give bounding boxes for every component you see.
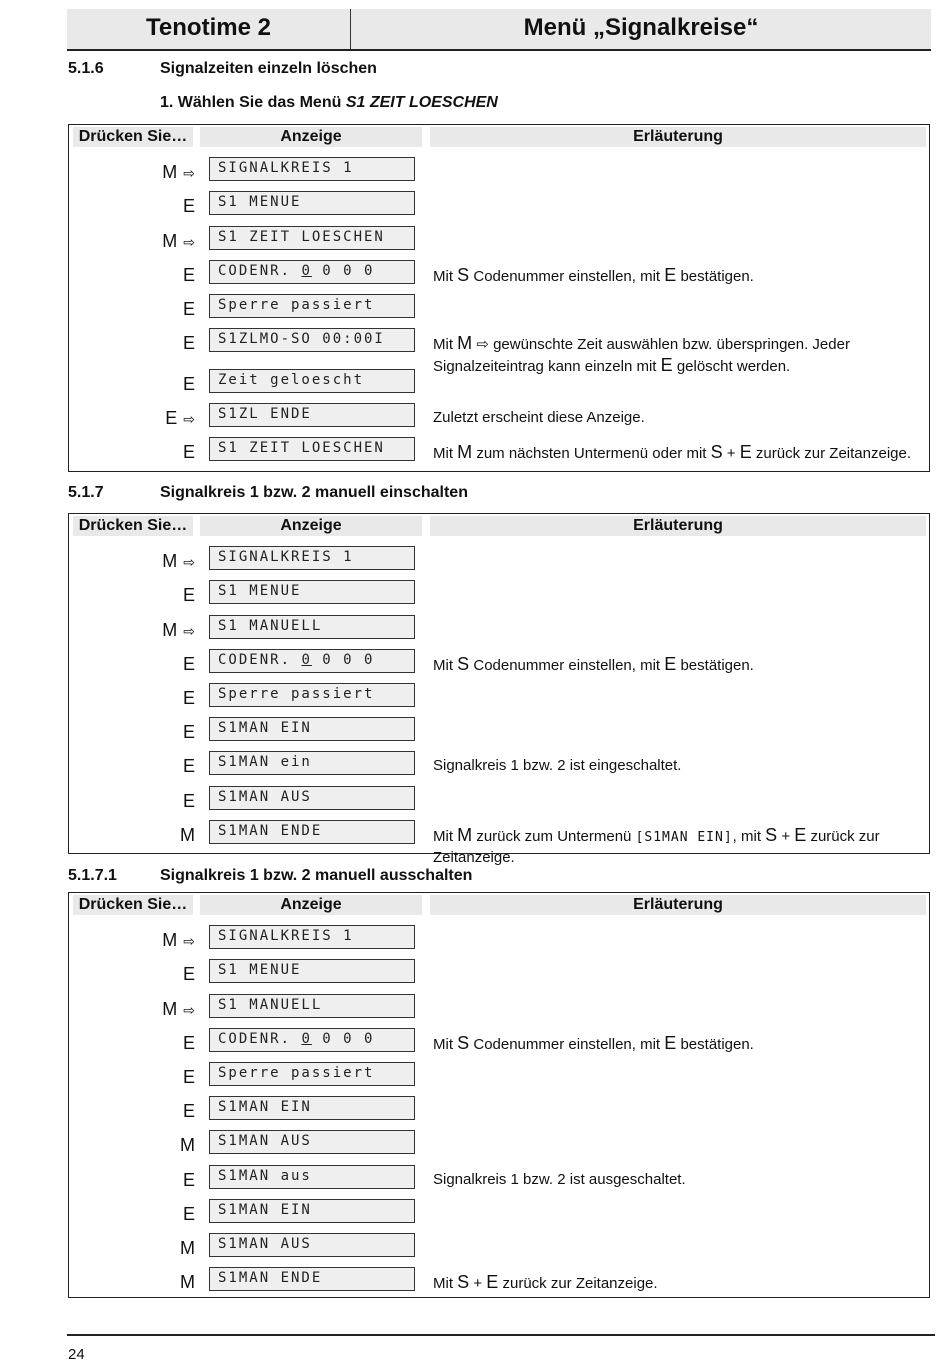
column-header: Erläuterung [430,516,926,536]
table-row [69,1093,929,1127]
key-cell [69,1031,195,1055]
table-row [69,154,929,188]
column-header: Erläuterung [430,895,926,915]
key-cell [69,962,195,986]
table-row [69,366,929,400]
explanation-text: S [710,442,723,462]
explanation-text: zurück zum Untermenü [472,828,636,845]
key-cell [69,1236,195,1260]
lcd-display: Sperre passiert [209,294,415,318]
explanation [433,1272,923,1294]
key-cell [69,720,195,744]
lcd-text: 0 0 0 [311,1031,375,1047]
explanation-text: E [486,1272,499,1292]
column-header: Anzeige [200,516,422,536]
table-row [69,1230,929,1264]
arrow-right-icon: ⇨ [183,411,195,427]
step-text: 1. Wählen Sie das Menü [160,94,342,111]
table-row [69,817,929,866]
table-row [69,991,929,1025]
table-row [69,257,929,291]
explanation-text: Signalkreis 1 bzw. 2 ist eingeschaltet. [433,757,682,774]
key-label: E [182,791,195,811]
lcd-display: S1ZLMO-SO 00:00I [209,328,415,352]
explanation-text: E [739,442,752,462]
table-row [69,188,929,222]
key-label: M [180,825,195,845]
explanation-text: M [457,442,473,462]
explanation-text: Signalkreis 1 bzw. 2 ist ausgeschaltet. [433,1171,686,1188]
explanation-text: Mit [433,657,458,674]
key-label: E [182,964,195,984]
table-row [69,543,929,577]
key-label: E [182,722,195,742]
key-label: M [162,620,178,640]
explanation-text: + [777,828,795,845]
explanation [433,265,923,287]
explanation-text: bestätigen. [676,1036,754,1053]
lcd-display: S1MAN aus [209,1165,415,1189]
lcd-display: S1 ZEIT LOESCHEN [209,226,415,250]
table-row [69,1025,929,1059]
explanation-text: S [457,654,470,674]
table-row [69,680,929,714]
lcd-display: S1MAN EIN [209,1096,415,1120]
explanation-text: Codenummer einstellen, mit [469,1036,665,1053]
explanation-text: Mit [433,1036,458,1053]
key-cell [69,1065,195,1089]
arrow-right-icon: ⇨ [183,165,195,181]
explanation [433,408,923,428]
explanation-text: E [664,654,677,674]
lcd-display [209,260,415,284]
explanation-text: E [664,265,677,285]
explanation-text: Mit [433,1275,458,1292]
explanation-text: + [469,1275,487,1292]
key-label: E [182,654,195,674]
key-cell [69,331,195,355]
explanation-text: S [457,265,470,285]
explanation-text: zurück zur Zeitanzeige. [433,828,880,866]
key-cell [69,1168,195,1192]
lcd-display: S1MAN ein [209,751,415,775]
key-label: E [182,756,195,776]
key-cell [69,160,195,184]
key-label: E [182,374,195,394]
key-cell [69,618,195,642]
explanation-text: Mit [433,336,458,353]
arrow-right-icon: ⇨ [183,1002,195,1018]
explanation-text: M [457,825,473,845]
table-row [69,646,929,680]
table-row [69,956,929,990]
table-row [69,1059,929,1093]
explanation-text: E [664,1033,677,1053]
explanation-text: S [765,825,778,845]
explanation [433,825,923,868]
explanation [433,654,923,676]
lcd-display: S1 MANUELL [209,615,415,639]
lcd-display: S1 ZEIT LOESCHEN [209,437,415,461]
explanation-text: bestätigen. [676,268,754,285]
table-row [69,612,929,646]
key-label: M [162,551,178,571]
lcd-display: S1MAN AUS [209,1130,415,1154]
key-cell [69,549,195,573]
table-row [69,1127,929,1161]
explanation-text: gelöscht werden. [672,358,791,375]
key-label: M [180,1272,195,1292]
key-cell [69,997,195,1021]
step-instruction [160,94,498,112]
explanation-text: [S1MAN EIN] [635,830,733,845]
lcd-text: CODENR. [218,1031,302,1047]
explanation-text: , mit [732,828,766,845]
explanation-text: Mit [433,268,458,285]
explanation [433,442,923,464]
arrow-right-icon: ⇨ [183,234,195,250]
table-row [69,748,929,782]
key-cell [69,789,195,813]
key-cell [69,372,195,396]
key-label: M [162,999,178,1019]
explanation-text: Codenummer einstellen, mit [469,657,665,674]
key-label: M [162,162,178,182]
key-label: E [182,688,195,708]
lcd-text: CODENR. [218,263,302,279]
key-label: E [182,333,195,353]
key-cell [69,229,195,253]
explanation-text: S [457,1272,470,1292]
key-label: E [182,1170,195,1190]
explanation-text: E [794,825,807,845]
key-cell [69,583,195,607]
key-cell [69,1133,195,1157]
explanation [433,756,923,776]
lcd-display [209,1028,415,1052]
lcd-display [209,649,415,673]
section-title: Signalzeiten einzeln löschen [160,60,377,77]
explanation-text: E [660,355,673,375]
procedure-table [68,124,930,472]
column-header: Drücken Sie… [73,516,193,536]
key-cell [69,823,195,847]
explanation-text: bestätigen. [676,657,754,674]
explanation-text: Mit [433,445,458,462]
lcd-display: S1 MENUE [209,959,415,983]
explanation [433,1170,923,1190]
lcd-display: Sperre passiert [209,683,415,707]
key-cell [69,928,195,952]
lcd-display: S1MAN ENDE [209,820,415,844]
key-label: E [182,585,195,605]
lcd-cursor-digit: 0 [301,652,312,668]
key-label: E [182,196,195,216]
key-label: E [182,442,195,462]
key-cell [69,652,195,676]
key-label: E [165,408,178,428]
explanation-text: S [457,1033,470,1053]
key-cell [69,1099,195,1123]
lcd-display: S1 MANUELL [209,994,415,1018]
key-cell [69,1202,195,1226]
section-number: 5.1.6 [68,60,104,77]
key-cell [69,194,195,218]
lcd-cursor-digit: 0 [301,263,312,279]
procedure-table [68,513,930,866]
key-cell [69,440,195,464]
key-cell [69,686,195,710]
key-label: M [180,1135,195,1155]
table-row [69,400,929,434]
section-title: Signalkreis 1 bzw. 2 manuell ausschalten [160,867,473,884]
footer-rule [67,1334,935,1336]
lcd-text: CODENR. [218,652,302,668]
lcd-display: S1MAN AUS [209,1233,415,1257]
key-label: M [180,1238,195,1258]
lcd-display: S1MAN AUS [209,786,415,810]
key-cell [69,263,195,287]
explanation-text: zurück zur Zeitanzeige. [498,1275,658,1292]
product-title: Tenotime 2 [146,14,271,41]
key-label: M [162,231,178,251]
key-cell [69,754,195,778]
key-cell [69,1270,195,1294]
key-label: E [182,1033,195,1053]
arrow-right-icon: ⇨ [183,623,195,639]
explanation-text: Zuletzt erscheint diese Anzeige. [433,409,645,426]
column-header: Drücken Sie… [73,895,193,915]
section-number: 5.1.7.1 [68,867,117,884]
column-header: Anzeige [200,895,422,915]
key-cell [69,297,195,321]
lcd-display: S1MAN ENDE [209,1267,415,1291]
lcd-display: SIGNALKREIS 1 [209,157,415,181]
lcd-display: SIGNALKREIS 1 [209,546,415,570]
step-menu-name: S1 ZEIT LOESCHEN [345,94,498,111]
lcd-display: S1MAN EIN [209,717,415,741]
lcd-display: S1MAN EIN [209,1199,415,1223]
explanation-text: ⇨ gewünschte Zeit auswählen bzw. überspringen. Jeder Signalzeiteintrag kann einzeln mit [433,336,850,375]
table-row [69,783,929,817]
lcd-cursor-digit: 0 [301,1031,312,1047]
section-title: Signalkreis 1 bzw. 2 manuell einschalten [160,484,468,501]
explanation-text: zum nächsten Untermenü oder mit [472,445,711,462]
column-header: Drücken Sie… [73,127,193,147]
explanation-text: M [457,333,473,353]
column-header: Erläuterung [430,127,926,147]
lcd-text: 0 0 0 [311,263,375,279]
lcd-display: Sperre passiert [209,1062,415,1086]
explanation-text: zurück zur Zeitanzeige. [751,445,912,462]
table-row [69,1196,929,1230]
procedure-table [68,892,930,1298]
explanation-text: Mit [433,828,458,845]
lcd-text: 0 0 0 [311,652,375,668]
key-cell [69,406,195,430]
menu-title: Menü „Signalkreise“ [523,14,759,41]
lcd-display: S1 MENUE [209,580,415,604]
table-row [69,1162,929,1196]
explanation [433,1033,923,1055]
table-row [69,577,929,611]
lcd-display: S1 MENUE [209,191,415,215]
table-row [69,223,929,257]
table-row [69,1264,929,1298]
arrow-right-icon: ⇨ [183,933,195,949]
lcd-display: SIGNALKREIS 1 [209,925,415,949]
lcd-display: Zeit geloescht [209,369,415,393]
key-label: E [182,265,195,285]
key-label: M [162,930,178,950]
explanation-text: + [722,445,740,462]
column-header: Anzeige [200,127,422,147]
key-label: E [182,299,195,319]
key-label: E [182,1204,195,1224]
lcd-display: S1ZL ENDE [209,403,415,427]
page-number: 24 [68,1346,85,1363]
page-header [67,9,931,51]
section-number: 5.1.7 [68,484,104,501]
table-row [69,714,929,748]
table-row [69,325,929,375]
arrow-right-icon: ⇨ [183,554,195,570]
table-row [69,922,929,956]
table-row [69,434,929,468]
key-label: E [182,1067,195,1087]
table-row [69,291,929,325]
explanation-text: Codenummer einstellen, mit [469,268,665,285]
key-label: E [182,1101,195,1121]
